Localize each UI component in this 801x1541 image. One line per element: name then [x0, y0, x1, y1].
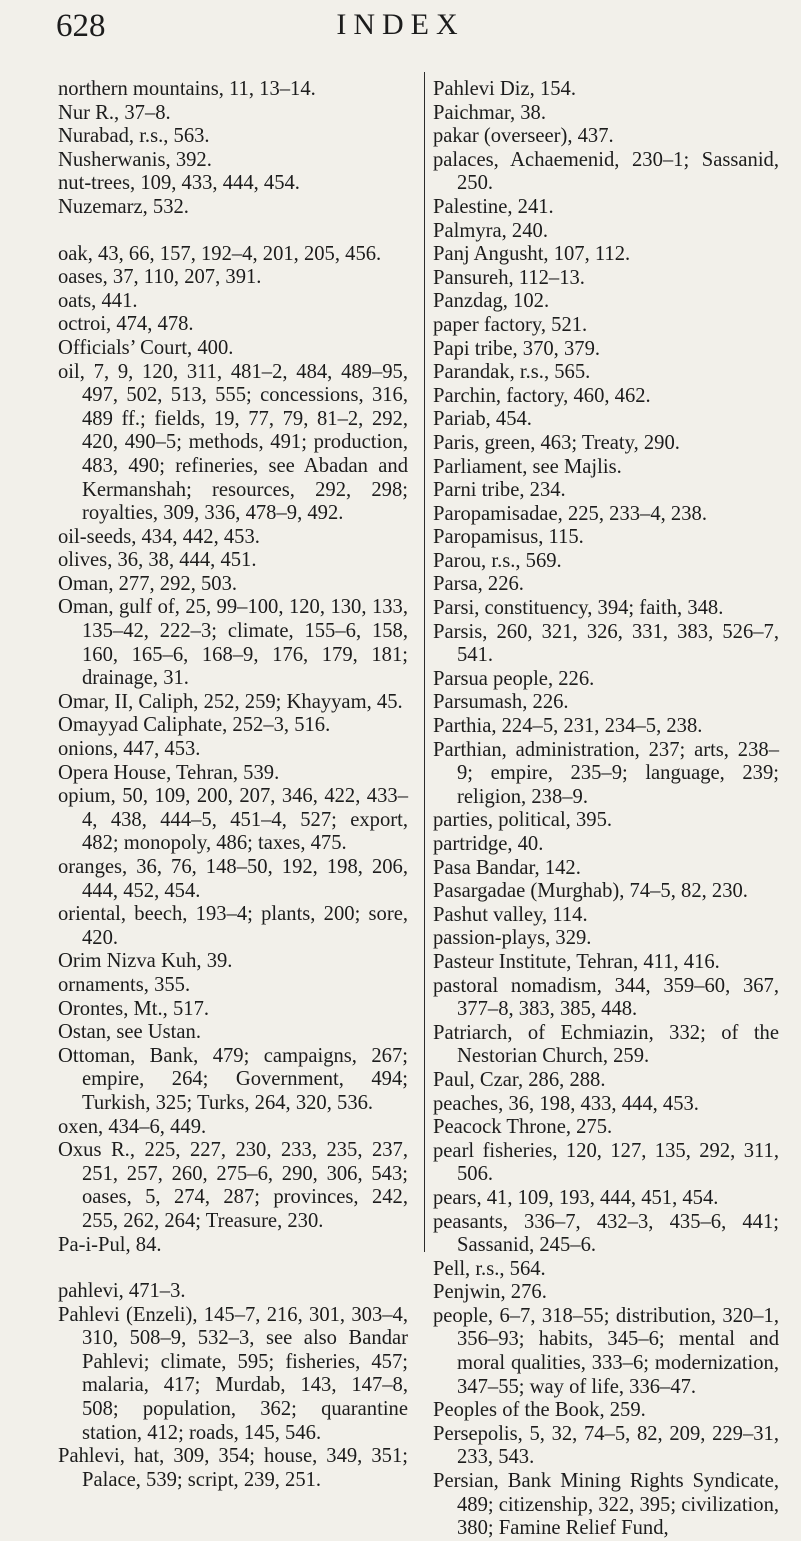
index-entry: Paul, Czar, 286, 288. — [433, 1068, 606, 1091]
index-entry: Parsua people, 226. — [433, 667, 595, 690]
index-entry: Panzdag, 102. — [433, 290, 550, 313]
index-entry: pastoral nomadism, 344, 359–60, 367, 377–8, 383, 385, 448. — [433, 974, 779, 1021]
index-entry: passion-plays, 329. — [433, 927, 592, 950]
index-entry: paper factory, 521. — [433, 313, 588, 336]
index-entry: Pasargadae (Murghab), 74–5, 82, 230. — [433, 880, 748, 903]
index-entry: Parsis, 260, 321, 326, 331, 383, 526–7, 541. — [433, 620, 779, 667]
index-entry: Paropamisus, 115. — [433, 526, 584, 549]
index-entry: octroi, 474, 478. — [58, 313, 194, 336]
index-entry: Peacock Throne, 275. — [433, 1116, 613, 1139]
index-entry: Papi tribe, 370, 379. — [433, 337, 601, 360]
index-entry: Palmyra, 240. — [433, 219, 548, 242]
index-entry: Nurabad, r.s., 563. — [58, 125, 210, 148]
index-entry: Pahlevi (Enzeli), 145–7, 216, 301, 303–4, 310, 508–9, 532–3, see also Bandar Pahlevi; climate, 595; fisheries, 457; malaria, 417; Murdab, 143, 147–8, 508; population, 362; quarantine station, 412; roads, 145, 546. — [58, 1303, 408, 1444]
index-entry: Ostan, see Ustan. — [58, 1021, 201, 1044]
index-entry: nut-trees, 109, 433, 444, 454. — [58, 172, 300, 195]
index-entry: peasants, 336–7, 432–3, 435–6, 441; Sassanid, 245–6. — [433, 1210, 779, 1257]
index-entry: Oman, gulf of, 25, 99–100, 120, 130, 133, 135–42, 222–3; climate, 155–6, 158, 160, 165–6, 168–9, 176, 179, 181; drainage, 31. — [58, 596, 408, 690]
index-entry: Parou, r.s., 569. — [433, 549, 562, 572]
index-entry: Officials’ Court, 400. — [58, 336, 234, 359]
index-entry: oil-seeds, 434, 442, 453. — [58, 525, 260, 548]
index-entry: Palestine, 241. — [433, 195, 554, 218]
page-number: 628 — [56, 8, 106, 44]
index-entry: Patriarch, of Echmiazin, 332; of the Nestorian Church, 259. — [433, 1021, 779, 1068]
index-entry: peaches, 36, 198, 433, 444, 453. — [433, 1092, 699, 1115]
index-entry: Pell, r.s., 564. — [433, 1257, 546, 1280]
index-entry: Orontes, Mt., 517. — [58, 997, 210, 1020]
index-entry: Parchin, factory, 460, 462. — [433, 384, 651, 407]
index-entry: northern mountains, 11, 13–14. — [58, 78, 316, 100]
index-entry: Paichmar, 38. — [433, 101, 546, 124]
page-header — [0, 8, 801, 52]
index-entry: Pahlevi Diz, 154. — [433, 78, 576, 100]
index-entry: onions, 447, 453. — [58, 738, 201, 761]
index-entry: Pansureh, 112–13. — [433, 266, 585, 289]
index-entry: Parni tribe, 234. — [433, 479, 566, 502]
index-entry: partridge, 40. — [433, 833, 544, 855]
index-entry: Orim Nizva Kuh, 39. — [58, 950, 233, 973]
index-entry: Nur R., 37–8. — [58, 101, 171, 124]
index-entry: oak, 43, 66, 157, 192–4, 201, 205, 456. — [58, 242, 382, 265]
index-entry: pahlevi, 471–3. — [58, 1280, 186, 1303]
index-entry: Oman, 277, 292, 503. — [58, 572, 238, 595]
index-column-right — [424, 72, 780, 1540]
index-entry: Parsa, 226. — [433, 573, 524, 596]
index-column-left — [58, 78, 408, 1492]
index-entry: Pasa Bandar, 142. — [433, 856, 581, 879]
index-entry: pakar (overseer), 437. — [433, 125, 614, 148]
index-entry: olives, 36, 38, 444, 451. — [58, 549, 257, 572]
index-entry: Opera House, Tehran, 539. — [58, 761, 280, 784]
index-entry: people, 6–7, 318–55; distribution, 320–1, 356–93; habits, 345–6; mental and moral qualities, 333–6; modernization, 347–55; way of life, 336–47. — [433, 1304, 779, 1398]
index-entry: Pa-i-Pul, 84. — [58, 1233, 162, 1256]
index-entry: ornaments, 355. — [58, 973, 191, 996]
index-entry: oranges, 36, 76, 148–50, 192, 198, 206, 444, 452, 454. — [58, 856, 408, 902]
index-entry: Parsi, constituency, 394; faith, 348. — [433, 597, 724, 620]
index-entry: Paris, green, 463; Treaty, 290. — [433, 431, 680, 454]
index-entry: parties, political, 395. — [433, 809, 613, 832]
index-entry: Pasteur Institute, Tehran, 411, 416. — [433, 950, 720, 973]
index-entry: opium, 50, 109, 200, 207, 346, 422, 433–4, 438, 444–5, 451–4, 527; export, 482; monopoly, 486; taxes, 475. — [58, 785, 408, 855]
index-entry: Parthia, 224–5, 231, 234–5, 238. — [433, 715, 703, 738]
index-entry: Parliament, see Majlis. — [433, 455, 622, 478]
index-entry: Omar, II, Caliph, 252, 259; Khayyam, 45. — [58, 690, 403, 713]
index-entry: pearl fisheries, 120, 127, 135, 292, 311, 506. — [433, 1139, 779, 1186]
index-entry: oases, 37, 110, 207, 391. — [58, 266, 262, 289]
index-entry: Persepolis, 5, 32, 74–5, 82, 209, 229–31, 233, 543. — [433, 1422, 779, 1469]
index-entry: Pariab, 454. — [433, 408, 532, 431]
index-entry: Ottoman, Bank, 479; campaigns, 267; empire, 264; Government, 494; Turkish, 325; Turks, 264, 320, 536. — [58, 1044, 408, 1114]
index-entry: oxen, 434–6, 449. — [58, 1115, 207, 1138]
index-entry: Paropamisadae, 225, 233–4, 238. — [433, 502, 707, 525]
index-entry: Omayyad Caliphate, 252–3, 516. — [58, 714, 331, 737]
index-entry: Pashut valley, 114. — [433, 903, 588, 926]
index-entry: Penjwin, 276. — [433, 1281, 547, 1304]
index-entry: Peoples of the Book, 259. — [433, 1399, 646, 1422]
index-entry: oriental, beech, 193–4; plants, 200; sore, 420. — [58, 903, 408, 949]
index-entry: Persian, Bank Mining Rights Syndicate, 489; citizenship, 322, 395; civilization, 380; Famine Relief Fund, — [433, 1470, 780, 1540]
index-entry: oats, 441. — [58, 289, 138, 312]
index-entry: Panj Angusht, 107, 112. — [433, 243, 631, 266]
index-entry: pears, 41, 109, 193, 444, 451, 454. — [433, 1186, 719, 1209]
index-entry: oil, 7, 9, 120, 311, 481–2, 484, 489–95, 497, 502, 513, 555; concessions, 316, 489 ff.; fields, 19, 77, 79, 81–2, 292, 420, 490–5; methods, 491; production, 483, 490; refineries, see Abadan and Kermanshah; resources, 292, 298; royalties, 309, 336, 478–9, 492. — [58, 360, 408, 525]
index-entry: Pahlevi, hat, 309, 354; house, 349, 351; Palace, 539; script, 239, 251. — [58, 1445, 408, 1491]
index-entry: Parthian, administration, 237; arts, 238–9; empire, 235–9; language, 239; religion, 238–9. — [433, 738, 779, 808]
index-entry: Oxus R., 225, 227, 230, 233, 235, 237, 251, 257, 260, 275–6, 290, 306, 543; oases, 5, 274, 287; provinces, 242, 255, 262, 264; Treasure, 230. — [58, 1139, 408, 1232]
index-entry: Parandak, r.s., 565. — [433, 361, 591, 384]
page-title: INDEX — [336, 8, 465, 41]
index-entry: Nusherwanis, 392. — [58, 148, 212, 171]
index-entry: Nuzemarz, 532. — [58, 195, 189, 218]
index-entry: palaces, Achaemenid, 230–1; Sassanid, 250. — [433, 148, 779, 195]
index-entry: Parsumash, 226. — [433, 691, 569, 714]
